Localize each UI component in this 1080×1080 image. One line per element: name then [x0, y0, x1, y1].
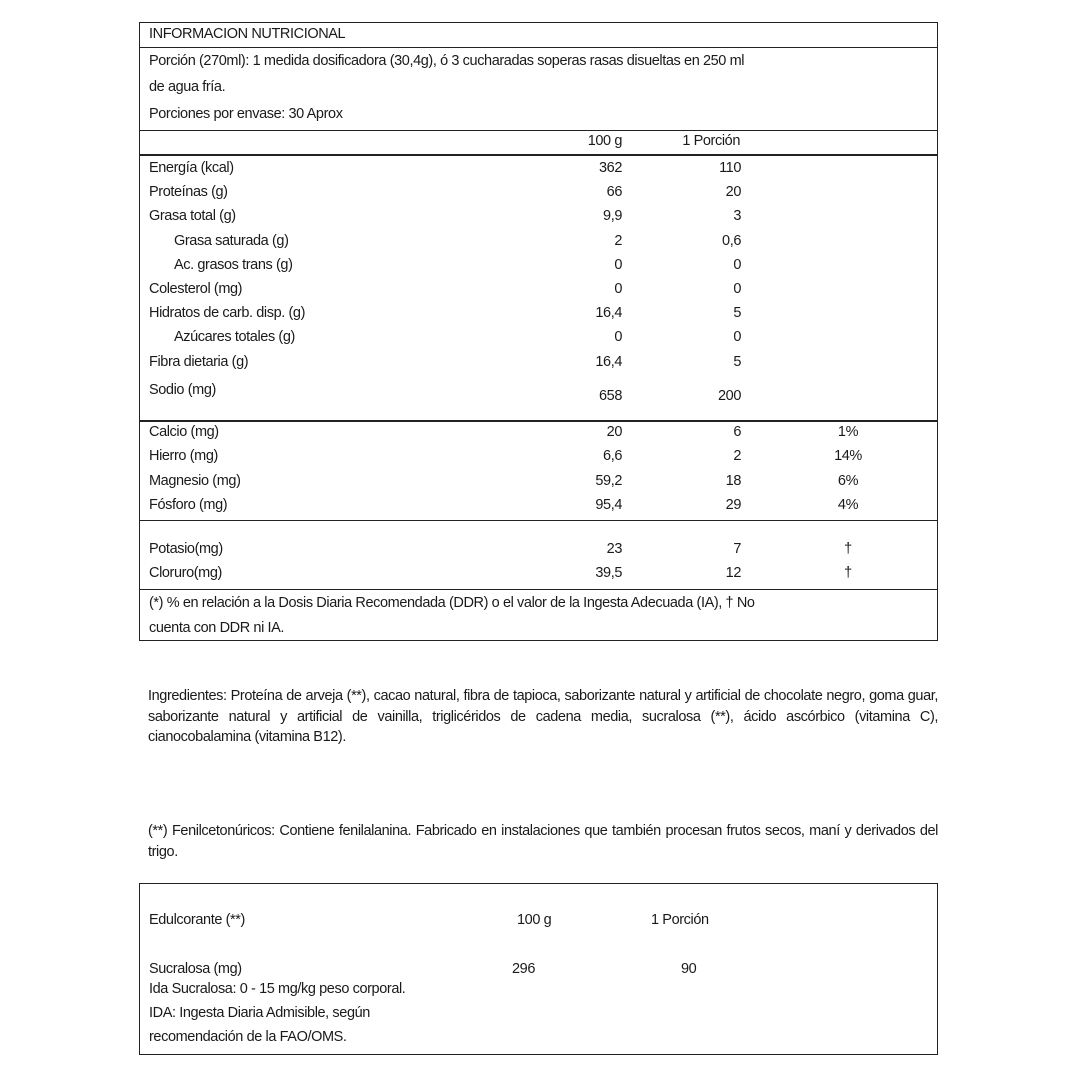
value-per-portion: 0: [733, 256, 741, 273]
value-per-portion: 200: [718, 387, 741, 404]
ingredients-label: Ingredientes:: [148, 688, 227, 704]
value-per-100g: 16,4: [595, 353, 622, 370]
nutrient-label: Sodio (mg): [149, 381, 216, 398]
serving-size-line-1: Porción (270ml): 1 medida dosificadora (30,4g), ó 3 cucharadas soperas rasas disueltas en 250 ml: [149, 53, 745, 69]
value-per-100g: 20: [606, 424, 622, 440]
value-per-100g: 0: [614, 281, 622, 297]
ddr-percent: 4%: [837, 496, 859, 513]
value-per-portion: 0: [733, 281, 741, 297]
nutrition-title: INFORMACION NUTRICIONAL: [149, 26, 346, 42]
value-per-100g: 95,4: [595, 496, 622, 513]
sweetener-table: [139, 883, 938, 1055]
nutrient-label: Grasa saturada (g): [174, 232, 289, 249]
value-per-portion: 12: [725, 564, 741, 581]
nutrient-label: Azúcares totales (g): [174, 329, 295, 346]
value-per-100g: 23: [606, 541, 622, 557]
nutrient-label: Magnesio (mg): [149, 472, 241, 489]
nutrient-label: Cloruro(mg): [149, 564, 222, 581]
value-per-100g: 9,9: [603, 208, 622, 225]
nutrient-label: Hierro (mg): [149, 448, 218, 465]
divider: [140, 589, 937, 590]
sweetener-column-100g: 100 g: [517, 912, 552, 928]
ddr-percent: 14%: [834, 448, 862, 465]
value-per-portion: 0,6: [722, 232, 741, 249]
value-per-100g: 362: [599, 160, 622, 176]
nutrient-label: Hidratos de carb. disp. (g): [149, 305, 306, 322]
nutrient-label: Proteínas (g): [149, 184, 228, 201]
value-per-100g: 2: [614, 232, 622, 249]
value-per-100g: 0: [614, 256, 622, 273]
ingredients-paragraph: [148, 686, 938, 748]
value-per-portion: 18: [725, 472, 741, 489]
ida-definition: IDA: Ingesta Diaria Admisible, según: [149, 1005, 370, 1021]
value-per-100g: 6,6: [603, 448, 622, 465]
nutrient-label: Potasio(mg): [149, 541, 223, 557]
ida-source: recomendación de la FAO/OMS.: [149, 1029, 347, 1045]
ddr-percent: 6%: [837, 472, 859, 489]
nutrient-label: Fibra dietaria (g): [149, 353, 249, 370]
value-per-portion: 2: [733, 448, 741, 465]
divider: [140, 520, 937, 521]
column-header-100g: 100 g: [587, 133, 622, 149]
servings-per-container: Porciones por envase: 30 Aprox: [149, 106, 343, 122]
column-header-portion: 1 Porción: [682, 133, 740, 149]
value-per-100g: 66: [606, 184, 622, 201]
footnote-line-1: (*) % en relación a la Dosis Diaria Recomendada (DDR) o el valor de la Ingesta Adecuada (IA), † No: [149, 595, 755, 611]
nutrient-label: Fósforo (mg): [149, 496, 228, 513]
divider: [140, 420, 937, 422]
value-per-portion: 0: [733, 329, 741, 346]
nutrient-label: Ac. grasos trans (g): [174, 256, 293, 273]
value-per-portion: 29: [725, 496, 741, 513]
ddr-percent: 1%: [837, 424, 859, 440]
value-per-100g: 59,2: [595, 472, 622, 489]
nutrition-facts-table: [139, 22, 938, 641]
divider: [140, 154, 937, 156]
value-per-portion: 20: [725, 184, 741, 201]
value-per-portion: 7: [733, 541, 741, 557]
value-per-portion: 110: [719, 160, 741, 176]
sucralose-label: Sucralosa (mg): [149, 961, 242, 977]
value-per-100g: 0: [614, 329, 622, 346]
divider: [140, 47, 937, 48]
nutrient-label: Energía (kcal): [149, 160, 234, 176]
divider: [140, 130, 937, 131]
sweetener-column-portion: 1 Porción: [651, 912, 709, 928]
value-per-100g: 39,5: [595, 564, 622, 581]
nutrient-label: Calcio (mg): [149, 424, 219, 440]
value-per-100g: 658: [599, 387, 622, 404]
footnote-line-2: cuenta con DDR ni IA.: [149, 620, 285, 636]
sucralose-ida-note: Ida Sucralosa: 0 - 15 mg/kg peso corporal.: [149, 981, 406, 997]
sweetener-header-label: Edulcorante (**): [149, 912, 245, 928]
sucralose-per-portion: 90: [681, 961, 697, 977]
nutrient-label: Grasa total (g): [149, 208, 236, 225]
sucralose-per-100g: 296: [512, 961, 535, 977]
ingredients-text: Proteína de arveja (**), cacao natural, fibra de tapioca, saborizante natural y artificial de chocolate negro, goma guar, saborizante natural y artificial de vainilla, triglicéridos de cadena media, sucralosa (**), ácido ascórbico (vitamina C), cianocobalamina (vitamina B12).: [148, 688, 938, 745]
serving-size-line-2: de agua fría.: [149, 79, 226, 95]
value-per-portion: 3: [733, 208, 741, 225]
ddr-percent: †: [844, 564, 852, 581]
value-per-portion: 5: [733, 353, 741, 370]
phenylketonuria-warning: (**) Fenilcetonúricos: Contiene fenilalanina. Fabricado en instalaciones que también procesan frutos secos, maní y derivados del trigo.: [148, 823, 938, 860]
value-per-portion: 6: [733, 424, 741, 440]
ddr-percent: †: [844, 541, 852, 557]
value-per-portion: 5: [733, 305, 741, 322]
value-per-100g: 16,4: [595, 305, 622, 322]
nutrient-label: Colesterol (mg): [149, 281, 243, 297]
